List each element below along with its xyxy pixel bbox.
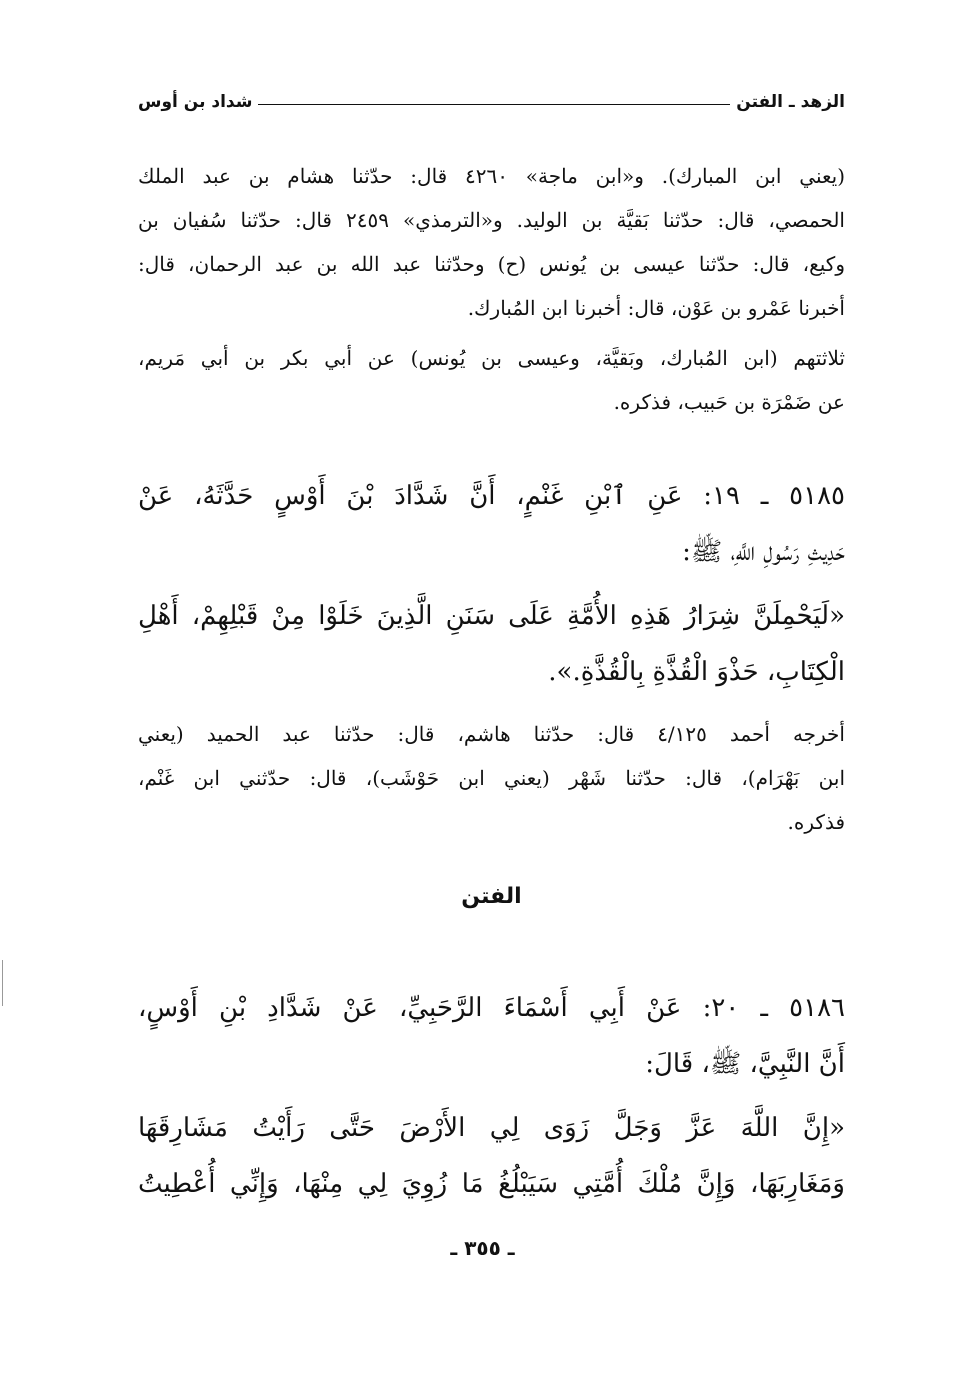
text-line: وكيع، قال: حدّثنا عيسى بن يُونس (ح) وحدّثنا عبد الله بن عبد الرحمان، قال:: [138, 252, 845, 276]
text-line: أَنَّ النَّبِيَّ، ﷺ، قَالَ:: [645, 1049, 845, 1079]
header-narrator-name: شداد بن أوس: [138, 92, 253, 112]
text-line: ٥١٨٦ ـ ٢٠: عَنْ أَبِي أَسْمَاءَ الرَّحَبِيِّ، عَنْ شَدَّادِ بْنِ أَوْسٍ،: [138, 993, 845, 1023]
scan-edge-mark: [2, 960, 3, 1006]
text-line: فذكره.: [787, 810, 845, 834]
hadith-20-matn: [138, 1100, 845, 1212]
header-chapter-title: الزهد ـ الفتن: [736, 92, 845, 112]
text-line: أخرجه أحمد ٤/١٢٥ قال: حدّثنا هاشم، قال: حدّثنا عبد الحميد (يعني: [138, 722, 845, 746]
page-number: ـ ٣٥٥ ـ: [450, 1236, 515, 1260]
text-line: حَدِيثِ رَسُولِ اللَّهِ، ﷺ:: [682, 537, 845, 567]
text-line: ٥١٨٥ ـ ١٩: عَنِ ٱبْنِ غَنْمٍ، أَنَّ شَدَّادَ بْنَ أَوْسٍ حَدَّثَهُ، عَنْ: [138, 481, 845, 511]
text-line: أخبرنا عَمْرو بن عَوْن، قال: أخبرنا ابن المُبارك.: [467, 296, 845, 320]
text-line: وَمَغَارِبَهَا، وَإِنَّ مُلْكَ أُمَّتِي سَيَبْلُغُ مَا زُوِيَ لِي مِنْهَا، وَإِنِّي أُعْطِيتُ: [138, 1169, 845, 1199]
section-title: الفتن: [461, 884, 522, 909]
running-header: [138, 84, 845, 112]
text-line: (يعني ابن المبارك). و«ابن ماجة» ٤٢٦٠ قال: حدّثنا هشام بن عبد الملك: [138, 164, 846, 188]
text-line: الْكِتَابِ، حَذْوَ الْقُذَّةِ بِالْقُذَّةِ.».: [548, 657, 845, 687]
takhrij-note-18-continued: [138, 336, 845, 424]
header-rule: [258, 104, 730, 105]
hadith-20-isnad: [138, 980, 845, 1092]
text-line: الحمصي، قال: حدّثنا بَقيَّة بن الوليد. و«الترمذي» ٢٤٥٩ قال: حدّثنا سُفيان بن: [138, 208, 845, 232]
text-line: ثلاثتهم (ابن المُبارك، وبَقيَّة، وعيسى بن يُونس) عن أبي بكر بن أبي مَريم،: [138, 346, 845, 370]
takhrij-note-19: [138, 712, 845, 844]
text-line: عن ضَمْرَة بن حَبيب، فذكره.: [613, 390, 845, 414]
hadith-19-matn: [138, 588, 845, 700]
hadith-19-isnad: [138, 468, 845, 580]
text-line: «إِنَّ اللَّهَ عَزَّ وَجَلَّ زَوَى لِي الأَرْضَ حَتَّى رَأَيْتُ مَشَارِقَهَا: [138, 1113, 845, 1143]
text-line: «لَيَحْمِلَنَّ شِرَارُ هَذِهِ الأُمَّةِ عَلَى سَنَنِ الَّذِينَ خَلَوْا مِنْ قَبْلِهِمْ، أَهْلِ: [138, 601, 845, 631]
text-line: ابن بَهْرَام)، قال: حدّثنا شَهْر (يعني ابن حَوْشَب)، قال: حدّثني ابن غَنْم،: [138, 766, 845, 790]
takhrij-note-18: [138, 154, 845, 330]
